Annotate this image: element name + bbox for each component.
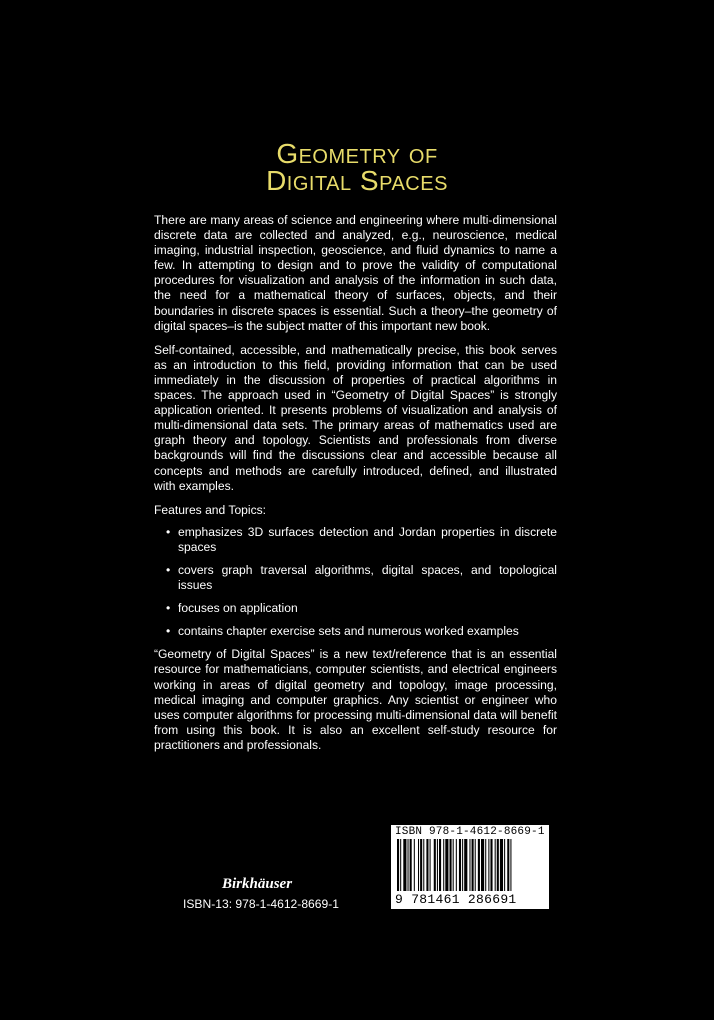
barcode-bar <box>485 839 486 891</box>
barcode-bar <box>410 839 412 891</box>
barcode-bar <box>426 839 428 891</box>
barcode-bar <box>472 839 474 891</box>
barcode-bar <box>450 839 452 891</box>
blurb-paragraph-1: There are many areas of science and engineering where multi-dimensional discrete data are collected and analyzed, e.g., neuroscience, medical imaging, industrial inspection, geoscience, and fluid dynamics to name a few. In attempting to design and to prove the validity of computational procedures for visualization and analysis of the information in such data, the need for a mathematical theory of surfaces, objects, and their boundaries in discrete spaces is essential. Such a theory–the geometry of digital spaces–is the subject matter of this important new book. <box>154 213 557 333</box>
barcode-bar <box>443 839 444 891</box>
barcode-bar <box>400 839 401 891</box>
barcode-bar <box>403 839 406 891</box>
barcode-bar <box>464 839 467 891</box>
list-item <box>154 563 557 593</box>
feature-text: focuses on application <box>178 601 298 616</box>
closing-paragraph: “Geometry of Digital Spaces” is a new text/reference that is an essential resource for mathematicians, computer scientists, and electrical engineers working in areas of digital geometry and topology, image processing, medical imaging and computer graphics. Any scientist or engineer who uses computer algorithms for processing multi-dimensional data will benefit from using this book. It is also an excellent self-study resource for practitioners and professionals. <box>154 647 557 752</box>
barcode-bar <box>478 839 480 891</box>
barcode-bar <box>475 839 476 891</box>
barcode-bar <box>434 839 436 891</box>
feature-text: contains chapter exercise sets and numerous worked examples <box>178 624 519 639</box>
barcode-bar <box>500 839 503 891</box>
barcode-bar <box>481 839 484 891</box>
bullet-icon: • <box>166 624 171 639</box>
barcode-bar <box>462 839 463 891</box>
barcode-bars <box>397 839 543 895</box>
bullet-icon: • <box>166 601 171 616</box>
barcode-bar <box>459 839 461 891</box>
features-list <box>154 525 557 640</box>
barcode-bar <box>495 839 496 891</box>
barcode-bar <box>488 839 489 891</box>
list-item <box>154 601 557 616</box>
barcode-bar <box>507 839 509 891</box>
feature-text: emphasizes 3D surfaces detection and Jordan properties in discrete spaces <box>178 524 557 554</box>
barcode-isbn-label: ISBN 978-1-4612-8669-1 <box>395 826 545 838</box>
barcode-bar <box>437 839 438 891</box>
blurb <box>154 213 557 762</box>
isbn-label: ISBN-13: 978-1-4612-8669-1 <box>183 897 339 911</box>
barcode-bar <box>469 839 470 891</box>
barcode-bar <box>504 839 505 891</box>
blurb-paragraph-2: Self-contained, accessible, and mathematically precise, this book serves as an introduction to this field, providing information that can be used immediately in the discussion of properties of practical algorithms in spaces. The approach used in “Geometry of Digital Spaces” is strongly application oriented. It presents problems of visualization and analysis of multi-dimensional data sets. The primary areas of mathematics used are graph theory and topology. Scientists and professionals from diverse backgrounds will find the discussions clear and accessible because all concepts and methods are carefully introduced, defined, and illustrated with examples. <box>154 342 557 493</box>
barcode-bar <box>397 839 399 891</box>
list-item <box>154 525 557 555</box>
barcode-bar <box>408 839 409 891</box>
features-heading: Features and Topics: <box>154 502 267 517</box>
barcode-bar <box>510 839 511 891</box>
bullet-icon: • <box>166 562 171 577</box>
bullet-icon: • <box>166 524 171 539</box>
barcode-digits: 9 781461 286691 <box>395 892 517 907</box>
barcode-bar <box>497 839 499 891</box>
barcode-bar <box>439 839 441 891</box>
list-item <box>154 624 557 639</box>
barcode <box>391 825 549 909</box>
barcode-bar <box>453 839 454 891</box>
publisher-logo: Birkhäuser <box>222 876 293 892</box>
barcode-bar <box>420 839 422 891</box>
barcode-bar <box>490 839 492 891</box>
barcode-bar <box>423 839 424 891</box>
title-line-2: Digital Spaces <box>266 165 448 196</box>
barcode-bar <box>430 839 431 891</box>
title-line-1: Geometry of <box>276 138 438 169</box>
barcode-bar <box>456 839 457 891</box>
barcode-bar <box>445 839 448 891</box>
barcode-bar <box>414 839 415 891</box>
barcode-bar <box>418 839 419 891</box>
feature-text: covers graph traversal algorithms, digital spaces, and topological issues <box>178 562 557 593</box>
